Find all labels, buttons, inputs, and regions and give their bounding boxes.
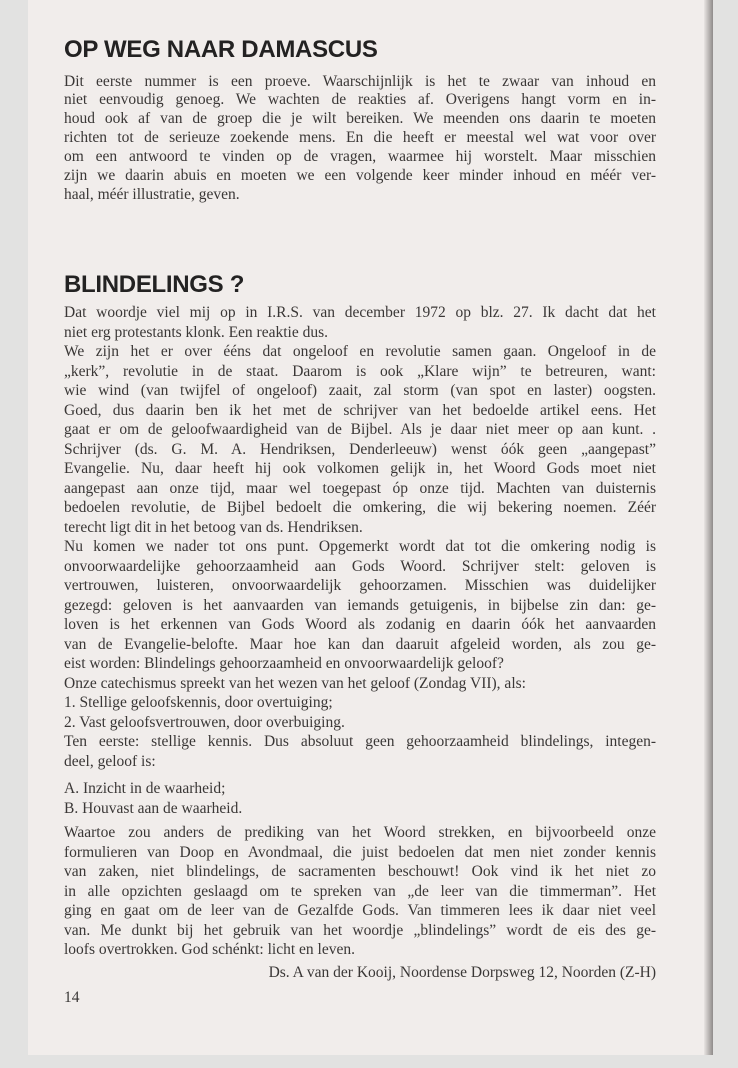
article-list-ab	[64, 779, 656, 818]
text-line: „kerk”, revolutie in de staat. Daarom is ook „Klare wijn” te betreuren, want:	[64, 362, 656, 380]
text-line: Nu komen we nader tot ons punt. Opgemerkt wordt dat tot die omkering nodig is	[64, 538, 656, 555]
page-edge-shadow	[704, 0, 713, 1055]
text-line: houd ook af van de groep die je wilt bereiken. We meenden ons daarin te moeten	[64, 110, 656, 128]
article-title-blindelings: BLINDELINGS ?	[64, 271, 245, 298]
text-line: van zaken, niet blindelings, de sacramenten beschouwt! Ook vind ik het niet zo	[64, 863, 656, 880]
text-line: van. Me dunkt bij het gebruik van het woordje „blindelings” wordt de eis des ge-	[64, 921, 656, 939]
text-line: niet eenvoudig genoeg. We wachten de reakties af. Overigens hangt vorm en in-	[64, 91, 656, 109]
text-line: zijn we daarin abuis en moeten we een volgende keer minder inhoud en méér ver-	[64, 166, 656, 184]
text-line: formulieren van Doop en Avondmaal, die juist bedoelen dat men niet zonder kennis	[64, 843, 656, 861]
text-line: deel, geloof is:	[64, 752, 156, 770]
text-line: Dat woordje viel mij op in I.R.S. van december 1972 op blz. 27. Ik dacht dat het	[64, 304, 656, 321]
text-line: wie wind (van twijfel of ongeloof) zaait, zal storm (van spot en laster) oogsten.	[64, 382, 656, 399]
text-line: vertrouwen, luisteren, onvoorwaardelijk gehoorzamen. Misschien was duidelijker	[64, 577, 656, 594]
text-line: 2. Vast geloofsvertrouwen, door overbuiging.	[64, 713, 345, 731]
text-line: gaat er om de geloofwaardigheid van de Bijbel. Als je daar niet meer op aan kunt. .	[64, 421, 656, 438]
text-line: aangepast aan onze tijd, maar wel toegepast óp onze tijd. Machten van duisternis	[64, 479, 656, 497]
article-body-blindelings	[64, 303, 656, 771]
text-line: van de Evangelie-belofte. Maar hoe kan dan daaruit afgeleid worden, als zou ge-	[64, 635, 656, 653]
text-line: Waartoe zou anders de prediking van het Woord strekken, en bijvoorbeeld onze	[64, 824, 656, 841]
article-body-conclusion	[64, 823, 656, 960]
text-line: om een antwoord te vinden op de vragen, waarmee hij worstelt. Maar misschien	[64, 148, 656, 166]
text-line: bedoelen revolutie, de Bijbel bedoelt die omkering, die wij bekering noemen. Zéér	[64, 499, 656, 516]
article-title-damascus: OP WEG NAAR DAMASCUS	[64, 36, 378, 63]
text-line: 1. Stellige geloofskennis, door overtuiging;	[64, 694, 333, 711]
author-signature: Ds. A van der Kooij, Noordense Dorpsweg 12, Noorden (Z-H)	[268, 964, 656, 981]
text-line: Ten eerste: stellige kennis. Dus absoluut geen gehoorzaamheid blindelings, integen-	[64, 733, 656, 750]
page-number: 14	[64, 989, 80, 1006]
text-line: richten tot de serieuze zoekende mens. En die heeft er meestal wel wat voor over	[64, 129, 656, 147]
text-line: loofs overtrokken. God schénkt: licht en leven.	[64, 941, 355, 958]
text-line: Evangelie. Nu, daar heeft hij ook volkomen gelijk in, het Woord Gods moet niet	[64, 460, 656, 477]
text-line: Onze catechismus spreekt van het wezen van het geloof (Zondag VII), als:	[64, 674, 526, 692]
text-line: loven is het erkennen van Gods Woord als zodanig en daarin óók het aanvaarden	[64, 616, 656, 633]
text-line: Dit eerste nummer is een proeve. Waarschijnlijk is het te zwaar van inhoud en	[64, 72, 656, 90]
text-line: A. Inzicht in de waarheid;	[64, 780, 226, 797]
text-line: gezegd: geloven is het aanvaarden van iemands getuigenis, in bijbelse zin dan: ge-	[64, 596, 656, 614]
text-line: We zijn het er over ééns dat ongeloof en revolutie samen gaan. Ongeloof in de	[64, 343, 656, 360]
text-line: Goed, dus daarin ben ik het met de schrijver van het bedoelde artikel eens. Het	[64, 401, 656, 419]
text-line: terecht ligt dit in het betoog van ds. Hendriksen.	[64, 518, 363, 536]
text-line: B. Houvast aan de waarheid.	[64, 799, 243, 817]
text-line: in alle opzichten geslaagd om te spreken van „de leer van die timmerman”. Het	[64, 882, 656, 900]
text-line: niet erg protestants klonk. Een reaktie dus.	[64, 323, 329, 341]
text-line: Schrijver (ds. G. M. A. Hendriksen, Denderleeuw) wenst óók geen „aangepast”	[64, 440, 656, 458]
text-line: haal, méér illustratie, geven.	[64, 185, 240, 203]
text-line: eist worden: Blindelings gehoorzaamheid en onvoorwaardelijk geloof?	[64, 655, 504, 672]
text-line: onvoorwaardelijke gehoorzaamheid aan Gods Woord. Schrijver stelt: geloven is	[64, 557, 656, 575]
article-body-damascus	[64, 73, 656, 205]
text-line: ging en gaat om de leer van de Gezalfde Gods. Van timmeren lees ik daar niet veel	[64, 902, 656, 919]
